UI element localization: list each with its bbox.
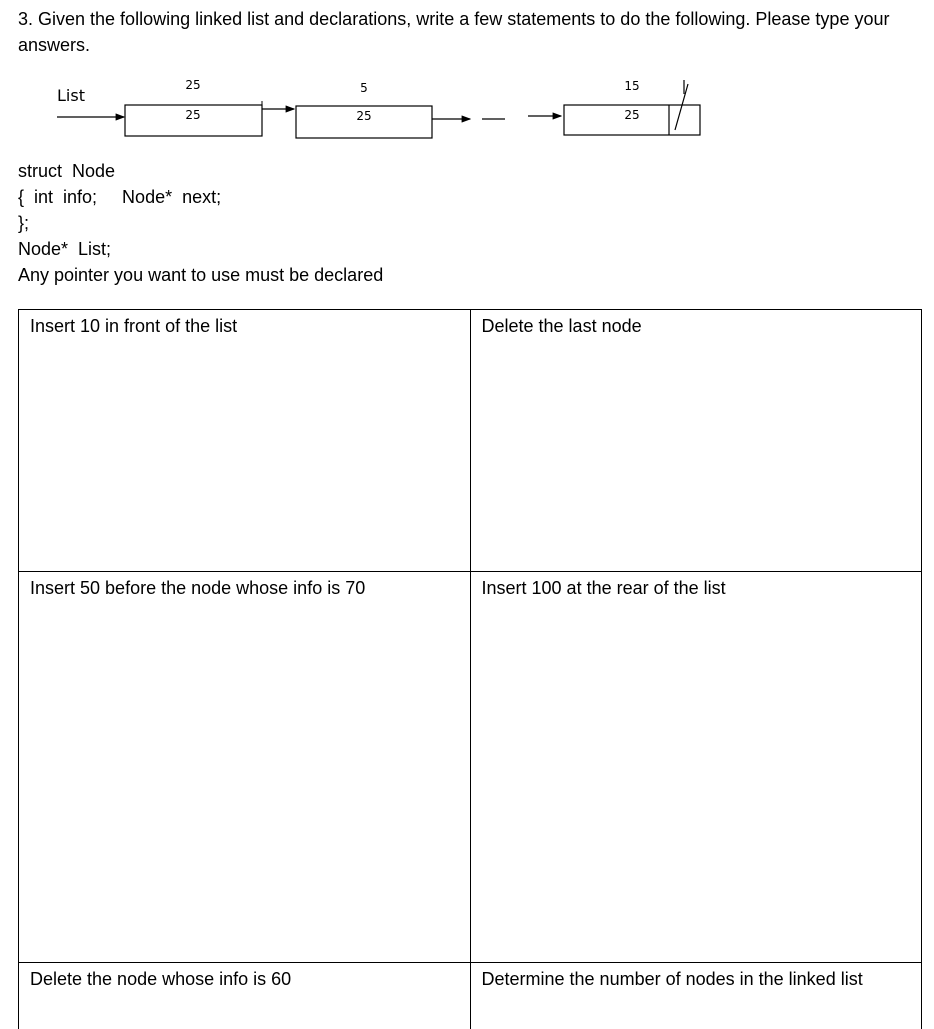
node-3-top-label: 15 [624, 79, 640, 93]
task-label: Delete the last node [481, 316, 642, 336]
code-line-list-decl: Node* List; [18, 239, 112, 259]
code-line-struct: struct Node [18, 161, 116, 181]
task-label: Insert 50 before the node whose info is 70 [30, 577, 366, 598]
node-1-top-label: 25 [185, 78, 201, 92]
answer-cell-delete-node[interactable] [19, 962, 471, 1029]
code-line-members: { int info; Node* next; [18, 187, 222, 207]
node-1-info: 25 [185, 108, 201, 122]
answer-cell-count-nodes[interactable] [470, 962, 922, 1029]
code-declarations [18, 158, 383, 288]
answer-grid [18, 309, 922, 1029]
code-line-note: Any pointer you want to use must be declared [18, 265, 384, 285]
list-pointer-label: List [57, 86, 85, 105]
task-label: Determine the number of nodes in the linked list [481, 968, 863, 989]
null-pointer-slash [675, 84, 688, 130]
node-3-info: 25 [624, 108, 640, 122]
node-2-info: 25 [356, 109, 372, 123]
answer-cell-insert-before[interactable] [19, 571, 471, 962]
question-text: 3. Given the following linked list and declarations, write a few statements to do the following. Please type your answers. [18, 9, 890, 55]
task-label: Delete the node whose info is 60 [30, 968, 292, 989]
answer-cell-insert-rear[interactable] [470, 571, 922, 962]
node-2-top-label: 5 [360, 81, 368, 95]
task-label: Insert 10 in front of the list [30, 316, 238, 336]
task-label: Insert 100 at the rear of the list [481, 577, 726, 598]
linked-list-diagram [0, 70, 720, 150]
code-line-close: }; [18, 213, 30, 233]
answer-cell-delete-last[interactable] [470, 310, 922, 572]
answer-cell-insert-front[interactable] [19, 310, 471, 572]
